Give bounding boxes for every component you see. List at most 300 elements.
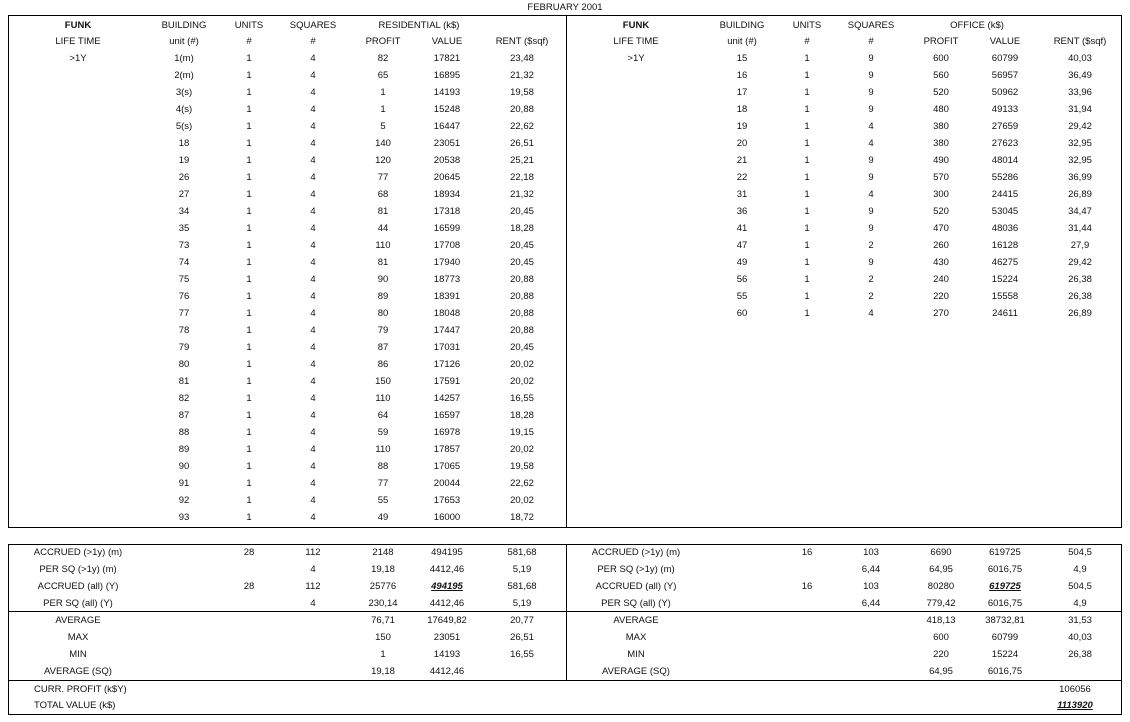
stat-value: 17649,82	[427, 615, 467, 626]
profit-cell: 55	[377, 495, 389, 506]
units-cell: 1	[246, 70, 252, 81]
stat-profit: 19,18	[371, 666, 395, 677]
squares-sub-header: #	[868, 36, 874, 47]
total-value-label: TOTAL VALUE (k$)	[34, 700, 116, 711]
profit-header: PROFIT	[365, 36, 401, 47]
squares-cell: 4	[310, 410, 316, 421]
stat-profit: 220	[933, 649, 949, 660]
summary-rent: 4,9	[1073, 564, 1087, 575]
units-cell: 1	[246, 223, 252, 234]
value-cell: 23051	[433, 138, 461, 149]
stat-label: AVERAGE	[55, 615, 101, 626]
units-cell: 1	[804, 138, 810, 149]
profit-cell: 560	[933, 70, 949, 81]
profit-cell: 49	[377, 512, 389, 523]
rent-cell: 20,45	[510, 206, 534, 217]
summary-squares: 112	[305, 547, 321, 558]
value-cell: 24611	[992, 308, 1018, 319]
rent-header: RENT ($sqf)	[1053, 36, 1107, 47]
building-cell: 5(s)	[175, 121, 193, 132]
group-header: OFFICE (k$)	[950, 20, 1004, 31]
value-cell: 14257	[433, 393, 461, 404]
value-cell: 17591	[433, 376, 461, 387]
profit-cell: 68	[377, 189, 389, 200]
rent-cell: 20,02	[510, 495, 534, 506]
profit-cell: 140	[375, 138, 391, 149]
building-cell: 73	[178, 240, 190, 251]
squares-cell: 9	[868, 172, 874, 183]
profit-cell: 81	[377, 257, 389, 268]
stat-rent: 26,51	[510, 632, 534, 643]
rent-cell: 34,47	[1068, 206, 1092, 217]
rent-cell: 20,88	[510, 104, 534, 115]
units-cell: 1	[246, 495, 252, 506]
value-cell: 17821	[433, 53, 461, 64]
profit-cell: 79	[377, 325, 389, 336]
profit-cell: 520	[933, 206, 949, 217]
profit-cell: 44	[377, 223, 389, 234]
curr-profit-label: CURR. PROFIT (k$Y)	[34, 684, 127, 695]
squares-cell: 9	[868, 206, 874, 217]
value-cell: 16447	[433, 121, 461, 132]
profit-cell: 260	[933, 240, 949, 251]
rent-cell: 26,38	[1068, 291, 1092, 302]
value-cell: 20538	[433, 155, 461, 166]
profit-cell: 59	[377, 427, 389, 438]
rent-cell: 18,28	[510, 410, 534, 421]
value-cell: 17126	[433, 359, 461, 370]
building-cell: 35	[178, 223, 190, 234]
rent-cell: 26,51	[510, 138, 534, 149]
value-cell: 17857	[433, 444, 461, 455]
value-cell: 48014	[991, 155, 1019, 166]
building-cell: 79	[178, 342, 190, 353]
summary-value: 619725	[989, 547, 1021, 558]
value-cell: 17031	[433, 342, 461, 353]
summary-squares: 6,44	[861, 564, 881, 575]
summary-rent: 581,68	[507, 547, 537, 558]
units-cell: 1	[804, 189, 810, 200]
value-cell: 16599	[433, 223, 461, 234]
funk-header: FUNK	[64, 20, 92, 31]
rent-cell: 27,9	[1070, 240, 1090, 251]
stat-label: MAX	[625, 632, 647, 643]
units-cell: 1	[246, 189, 252, 200]
lifetime-header: LIFE TIME	[613, 36, 659, 47]
stat-profit: 150	[375, 632, 391, 643]
profit-cell: 520	[933, 87, 949, 98]
squares-cell: 9	[868, 257, 874, 268]
building-cell: 88	[178, 427, 190, 438]
summary-rent: 4,9	[1073, 598, 1087, 609]
squares-cell: 2	[868, 291, 874, 302]
summary-profit: 64,95	[929, 564, 953, 575]
units-cell: 1	[804, 172, 810, 183]
units-cell: 1	[246, 427, 252, 438]
stat-label: MAX	[67, 632, 89, 643]
units-cell: 1	[246, 342, 252, 353]
units-cell: 1	[804, 240, 810, 251]
summary-profit: 2148	[372, 547, 394, 558]
units-cell: 1	[246, 104, 252, 115]
profit-cell: 470	[933, 223, 949, 234]
summary-profit: 19,18	[371, 564, 395, 575]
rent-cell: 21,32	[510, 70, 534, 81]
totals-box	[8, 680, 1122, 715]
rent-cell: 19,15	[510, 427, 534, 438]
stat-value: 60799	[991, 632, 1019, 643]
units-cell: 1	[246, 291, 252, 302]
squares-cell: 4	[868, 308, 874, 319]
profit-cell: 5	[380, 121, 386, 132]
building-cell: 16	[736, 70, 748, 81]
total-value-value: 1113920	[1057, 700, 1093, 711]
profit-cell: 600	[933, 53, 949, 64]
summary-rent: 5,19	[512, 598, 532, 609]
squares-cell: 4	[310, 121, 316, 132]
building-cell: 55	[736, 291, 748, 302]
units-cell: 1	[246, 206, 252, 217]
value-cell: 17708	[433, 240, 461, 251]
rent-cell: 25,21	[510, 155, 534, 166]
profit-cell: 490	[933, 155, 949, 166]
rent-cell: 22,62	[510, 121, 534, 132]
funk-header: FUNK	[622, 20, 650, 31]
profit-cell: 88	[377, 461, 389, 472]
summary-rent: 504,5	[1068, 581, 1092, 592]
value-header: VALUE	[431, 36, 463, 47]
value-cell: 17065	[433, 461, 461, 472]
profit-cell: 380	[933, 121, 949, 132]
squares-cell: 4	[310, 393, 316, 404]
value-cell: 27659	[991, 121, 1019, 132]
profit-cell: 150	[375, 376, 391, 387]
building-cell: 82	[178, 393, 190, 404]
rent-cell: 19,58	[510, 461, 534, 472]
building-cell: 4(s)	[175, 104, 193, 115]
building-cell: 2(m)	[174, 70, 194, 81]
building-cell: 3(s)	[175, 87, 193, 98]
value-cell: 16000	[433, 512, 461, 523]
units-cell: 1	[804, 104, 810, 115]
building-cell: 41	[736, 223, 748, 234]
building-cell: 22	[736, 172, 748, 183]
profit-cell: 240	[933, 274, 949, 285]
profit-cell: 110	[375, 444, 391, 455]
squares-cell: 4	[310, 138, 316, 149]
squares-cell: 4	[310, 495, 316, 506]
summary-value: 619725	[989, 581, 1021, 592]
stat-profit: 600	[933, 632, 949, 643]
summary-squares: 6,44	[861, 598, 881, 609]
squares-cell: 4	[310, 155, 316, 166]
value-cell: 15558	[991, 291, 1019, 302]
value-cell: 48036	[991, 223, 1019, 234]
profit-cell: 110	[375, 240, 391, 251]
summary-squares: 4	[310, 598, 316, 609]
rent-cell: 20,02	[510, 359, 534, 370]
building-cell: 18	[178, 138, 190, 149]
rent-cell: 20,45	[510, 240, 534, 251]
value-cell: 53045	[991, 206, 1019, 217]
rent-cell: 22,62	[510, 478, 534, 489]
units-cell: 1	[246, 155, 252, 166]
stat-label: MIN	[69, 649, 87, 660]
summary-rent: 5,19	[512, 564, 532, 575]
units-cell: 1	[804, 121, 810, 132]
building-cell: 18	[736, 104, 748, 115]
rent-cell: 29,42	[1068, 121, 1092, 132]
units-cell: 1	[246, 376, 252, 387]
summary-label: ACCRUED (all) (Y)	[595, 581, 677, 592]
stat-profit: 418,13	[926, 615, 956, 626]
squares-cell: 4	[310, 87, 316, 98]
summary-label: PER SQ (all) (Y)	[601, 598, 671, 609]
summary-value: 4412,46	[429, 564, 465, 575]
squares-cell: 4	[310, 342, 316, 353]
squares-cell: 4	[310, 104, 316, 115]
value-cell: 17447	[433, 325, 461, 336]
profit-cell: 77	[377, 172, 389, 183]
squares-cell: 9	[868, 87, 874, 98]
value-cell: 16128	[991, 240, 1019, 251]
squares-header: SQUARES	[289, 20, 337, 31]
stat-rent: 31,53	[1068, 615, 1092, 626]
squares-cell: 4	[310, 206, 316, 217]
building-cell: 90	[178, 461, 190, 472]
value-cell: 27623	[991, 138, 1019, 149]
units-sub-header: #	[246, 36, 252, 47]
lifetime-header: LIFE TIME	[55, 36, 101, 47]
stat-value: 4412,46	[429, 666, 465, 677]
squares-cell: 2	[868, 274, 874, 285]
units-cell: 1	[804, 87, 810, 98]
squares-cell: 4	[310, 359, 316, 370]
units-cell: 1	[804, 291, 810, 302]
profit-cell: 90	[377, 274, 389, 285]
value-cell: 20645	[433, 172, 461, 183]
stat-rent: 20,77	[510, 615, 534, 626]
rent-cell: 29,42	[1068, 257, 1092, 268]
value-cell: 15224	[991, 274, 1019, 285]
squares-cell: 9	[868, 53, 874, 64]
profit-cell: 430	[933, 257, 949, 268]
squares-sub-header: #	[310, 36, 316, 47]
squares-cell: 4	[310, 478, 316, 489]
squares-cell: 4	[310, 308, 316, 319]
squares-cell: 2	[868, 240, 874, 251]
rent-cell: 26,38	[1068, 274, 1092, 285]
value-cell: 18934	[433, 189, 461, 200]
rent-cell: 32,95	[1068, 155, 1092, 166]
building-cell: 56	[736, 274, 748, 285]
units-cell: 1	[804, 308, 810, 319]
building-cell: 1(m)	[174, 53, 194, 64]
value-cell: 16597	[433, 410, 461, 421]
squares-cell: 4	[310, 223, 316, 234]
rent-cell: 23,48	[510, 53, 534, 64]
building-cell: 74	[178, 257, 190, 268]
units-cell: 1	[246, 172, 252, 183]
units-cell: 1	[246, 87, 252, 98]
value-cell: 46275	[991, 257, 1019, 268]
profit-cell: 89	[377, 291, 389, 302]
profit-cell: 270	[933, 308, 949, 319]
group-header: RESIDENTIAL (k$)	[378, 20, 460, 31]
squares-cell: 4	[310, 53, 316, 64]
profit-cell: 77	[377, 478, 389, 489]
value-cell: 60799	[991, 53, 1019, 64]
squares-cell: 4	[868, 189, 874, 200]
units-header: UNITS	[792, 20, 822, 31]
stat-label: AVERAGE (SQ)	[44, 666, 112, 677]
value-cell: 16978	[433, 427, 461, 438]
units-cell: 1	[804, 257, 810, 268]
squares-cell: 4	[310, 172, 316, 183]
rent-cell: 19,58	[510, 87, 534, 98]
squares-cell: 4	[310, 325, 316, 336]
building-cell: 21	[736, 155, 748, 166]
summary-profit: 6690	[930, 547, 952, 558]
summary-value: 4412,46	[429, 598, 465, 609]
value-cell: 17653	[433, 495, 461, 506]
stat-rent: 40,03	[1068, 632, 1092, 643]
rent-cell: 36,99	[1068, 172, 1092, 183]
summary-label: ACCRUED (all) (Y)	[37, 581, 119, 592]
profit-cell: 480	[933, 104, 949, 115]
squares-cell: 4	[310, 461, 316, 472]
squares-header: SQUARES	[847, 20, 895, 31]
units-cell: 1	[246, 393, 252, 404]
stat-profit: 1	[380, 649, 386, 660]
rent-cell: 36,49	[1068, 70, 1092, 81]
building-cell: 76	[178, 291, 190, 302]
units-cell: 1	[246, 461, 252, 472]
rent-cell: 20,02	[510, 376, 534, 387]
value-cell: 16895	[433, 70, 461, 81]
building-cell: 49	[736, 257, 748, 268]
building-cell: 78	[178, 325, 190, 336]
squares-cell: 4	[310, 274, 316, 285]
building-cell: 34	[178, 206, 190, 217]
profit-cell: 64	[377, 410, 389, 421]
summary-profit: 230,14	[368, 598, 398, 609]
summary-units: 16	[801, 547, 813, 558]
squares-cell: 4	[310, 189, 316, 200]
summary-units: 28	[243, 581, 255, 592]
section-divider	[566, 15, 567, 528]
squares-cell: 4	[310, 240, 316, 251]
squares-cell: 9	[868, 70, 874, 81]
units-cell: 1	[246, 121, 252, 132]
squares-cell: 4	[310, 444, 316, 455]
stat-profit: 64,95	[929, 666, 953, 677]
units-cell: 1	[246, 274, 252, 285]
value-cell: 17318	[433, 206, 461, 217]
building-cell: 19	[736, 121, 748, 132]
building-cell: 15	[736, 53, 748, 64]
units-cell: 1	[246, 444, 252, 455]
rent-cell: 20,88	[510, 325, 534, 336]
squares-cell: 4	[868, 121, 874, 132]
units-cell: 1	[246, 325, 252, 336]
rent-cell: 32,95	[1068, 138, 1092, 149]
profit-cell: 1	[380, 104, 386, 115]
building-cell: 92	[178, 495, 190, 506]
squares-cell: 9	[868, 104, 874, 115]
building-cell: 87	[178, 410, 190, 421]
summary-separator	[8, 611, 1122, 612]
units-cell: 1	[246, 138, 252, 149]
value-cell: 50962	[991, 87, 1019, 98]
profit-cell: 1	[380, 87, 386, 98]
building-cell: 27	[178, 189, 190, 200]
building-cell: 77	[178, 308, 190, 319]
building-cell: 47	[736, 240, 748, 251]
summary-units: 28	[243, 547, 255, 558]
units-cell: 1	[246, 512, 252, 523]
rent-cell: 22,18	[510, 172, 534, 183]
summary-squares: 112	[305, 581, 321, 592]
building-header: BUILDING	[161, 20, 207, 31]
rent-cell: 31,94	[1068, 104, 1092, 115]
building-cell: 91	[178, 478, 190, 489]
profit-cell: 65	[377, 70, 389, 81]
summary-units: 16	[801, 581, 813, 592]
profit-cell: 220	[933, 291, 949, 302]
building-cell: 81	[178, 376, 190, 387]
units-cell: 1	[246, 240, 252, 251]
rent-header: RENT ($sqf)	[495, 36, 549, 47]
value-cell: 17940	[433, 257, 461, 268]
summary-label: PER SQ (all) (Y)	[43, 598, 113, 609]
page-title: FEBRUARY 2001	[527, 2, 603, 13]
profit-header: PROFIT	[923, 36, 959, 47]
stat-label: AVERAGE (SQ)	[602, 666, 670, 677]
building-cell: 75	[178, 274, 190, 285]
summary-value: 494195	[431, 581, 463, 592]
rent-cell: 20,88	[510, 308, 534, 319]
building-header: BUILDING	[719, 20, 765, 31]
squares-cell: 4	[310, 257, 316, 268]
units-sub-header: #	[804, 36, 810, 47]
building-cell: 89	[178, 444, 190, 455]
summary-divider	[566, 544, 567, 681]
value-cell: 24415	[991, 189, 1019, 200]
building-cell: 20	[736, 138, 748, 149]
rent-cell: 26,89	[1068, 308, 1092, 319]
value-cell: 20044	[433, 478, 461, 489]
units-cell: 1	[804, 155, 810, 166]
stat-value: 6016,75	[987, 666, 1023, 677]
summary-profit: 779,42	[926, 598, 956, 609]
squares-cell: 4	[310, 427, 316, 438]
rent-cell: 31,44	[1068, 223, 1092, 234]
squares-cell: 4	[310, 512, 316, 523]
stat-profit: 76,71	[371, 615, 395, 626]
units-cell: 1	[246, 257, 252, 268]
profit-cell: 380	[933, 138, 949, 149]
value-cell: 18048	[433, 308, 461, 319]
profit-cell: 86	[377, 359, 389, 370]
building-cell: 19	[178, 155, 190, 166]
stat-value: 15224	[991, 649, 1019, 660]
unit-header: unit (#)	[727, 36, 757, 47]
units-cell: 1	[804, 70, 810, 81]
value-cell: 49133	[991, 104, 1019, 115]
summary-rent: 581,68	[507, 581, 537, 592]
rent-cell: 26,89	[1068, 189, 1092, 200]
